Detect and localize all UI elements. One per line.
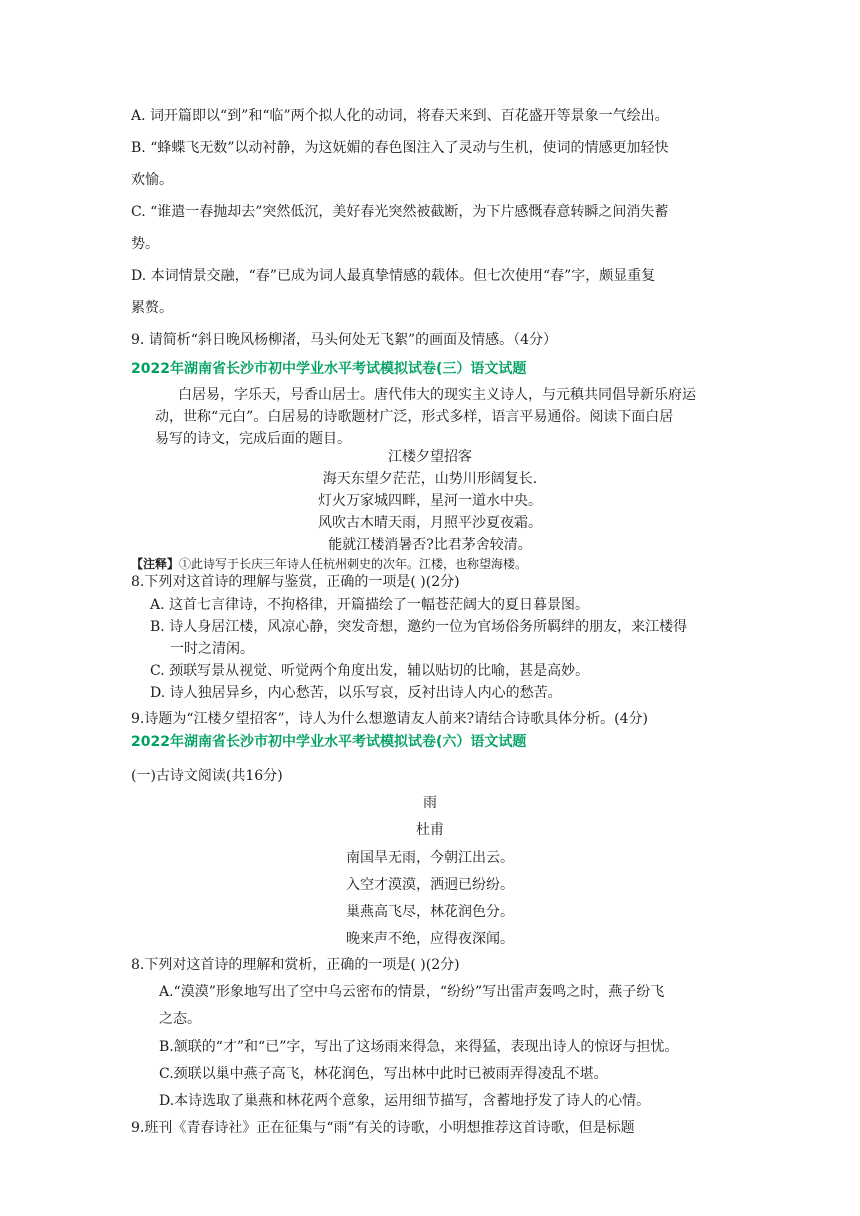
question-9: 9.班刊《青春诗社》正在征集与“雨”有关的诗歌，小明想推荐这首诗歌，但是标题	[131, 1120, 635, 1136]
option-a: A. 这首七言律诗，不拘格律，开篇描绘了一幅苍茫阔大的夏日暮景图。	[150, 597, 590, 613]
option-d-cont: 累赘。	[131, 300, 173, 316]
poem-line: 风吹古木晴天雨，月照平沙夏夜霜。	[318, 515, 542, 531]
poem-line: 晚来声不绝，应得夜深闻。	[346, 931, 514, 947]
option-c: C. 颈联写景从视觉、听觉两个角度出发，辅以贴切的比喻，甚是高妙。	[150, 663, 590, 679]
option-b-cont: 欢愉。	[131, 172, 173, 188]
part-label: (一)古诗文阅读(共16分)	[131, 768, 283, 784]
intro-line: 易写的诗文，完成后面的题目。	[155, 431, 351, 447]
poem-line: 南国旱无雨，今朝江出云。	[346, 850, 514, 866]
option-b: B. 诗人身居江楼，风凉心静，突发奇想，邀约一位为官场俗务所羁绊的朋友，来江楼得	[150, 619, 688, 635]
section-title: 2022年湖南省长沙市初中学业水平考试模拟试卷(六）语文试题	[131, 734, 527, 750]
annotation-label: 【注释】	[131, 557, 180, 571]
question-8: 8.下列对这首诗的理解和赏析，正确的一项是( )(2分)	[131, 957, 460, 973]
option-a: A. 词开篇即以“到”和“临”两个拟人化的动词，将春天来到、百花盛开等景象一气绘出。	[131, 108, 669, 124]
option-d: D. 诗人独居异乡，内心愁苦，以乐写哀，反衬出诗人内心的愁苦。	[150, 685, 562, 701]
option-b-cont: 一时之清闲。	[170, 641, 254, 657]
option-c: C. “谁遣一春抛却去”突然低沉，美好春光突然被截断，为下片感慨春意转瞬之间消失蓄	[131, 204, 669, 220]
poem-author: 杜甫	[416, 822, 444, 838]
poem-line: 灯火万家城四畔，星河一道水中央。	[318, 493, 542, 509]
poem-line: 入空才漠漠，洒迥已纷纷。	[346, 877, 514, 893]
option-d: D.本诗选取了巢燕和林花两个意象，运用细节描写，含蓄地抒发了诗人的心情。	[159, 1093, 651, 1109]
poem-line: 巢燕高飞尽，林花润色分。	[346, 904, 514, 920]
question-9: 9.诗题为“江楼夕望招客”，诗人为什么想邀请友人前来?请结合诗歌具体分析。(4分)	[131, 711, 649, 727]
intro-line: 白居易，字乐天，号香山居士。唐代伟大的现实主义诗人，与元稹共同倡导新乐府运	[178, 387, 696, 403]
question-9: 9. 请简析“斜日晚风杨柳渚，马头何处无飞絮”的画面及情感。（4分）	[131, 332, 558, 348]
option-c-cont: 势。	[131, 236, 159, 252]
option-a: A.“漠漠”形象地写出了空中乌云密布的情景，“纷纷”写出雷声轰鸣之时，燕子纷飞	[159, 984, 665, 1000]
question-8: 8.下列对这首诗的理解与鉴赏，正确的一项是( )(2分)	[131, 574, 460, 590]
section-title: 2022年湖南省长沙市初中学业水平考试模拟试卷(三）语文试题	[131, 361, 527, 377]
option-a-cont: 之态。	[159, 1011, 201, 1027]
poem-line: 海天东望夕茫茫，山势川形阔复长.	[322, 471, 538, 487]
option-b: B.颔联的“才”和“已”字，写出了这场雨来得急，来得猛，表现出诗人的惊讶与担忧。	[159, 1039, 679, 1055]
poem-title: 雨	[423, 795, 437, 811]
annotation-text: ①此诗写于长庆三年诗人任杭州刺史的次年。江楼，也称望海楼。	[179, 557, 528, 571]
option-d: D. 本词情景交融，“春”已成为词人最真挚情感的载体。但七次使用“春”字，颇显重复	[131, 268, 656, 284]
annotation	[131, 556, 527, 572]
option-b: B. “蜂蝶飞无数”以动衬静，为这妩媚的春色图注入了灵动与生机，使词的情感更加轻快	[131, 140, 669, 156]
intro-line: 动，世称“元白”。白居易的诗歌题材广泛，形式多样，语言平易通俗。阅读下面白居	[155, 409, 674, 425]
poem-line: 能就江楼消暑否?比君茅舍较清。	[328, 537, 532, 553]
option-c: C.颈联以巢中燕子高飞，林花润色，写出林中此时已被雨弄得凌乱不堪。	[159, 1066, 608, 1082]
poem-title: 江楼夕望招客	[388, 449, 472, 465]
